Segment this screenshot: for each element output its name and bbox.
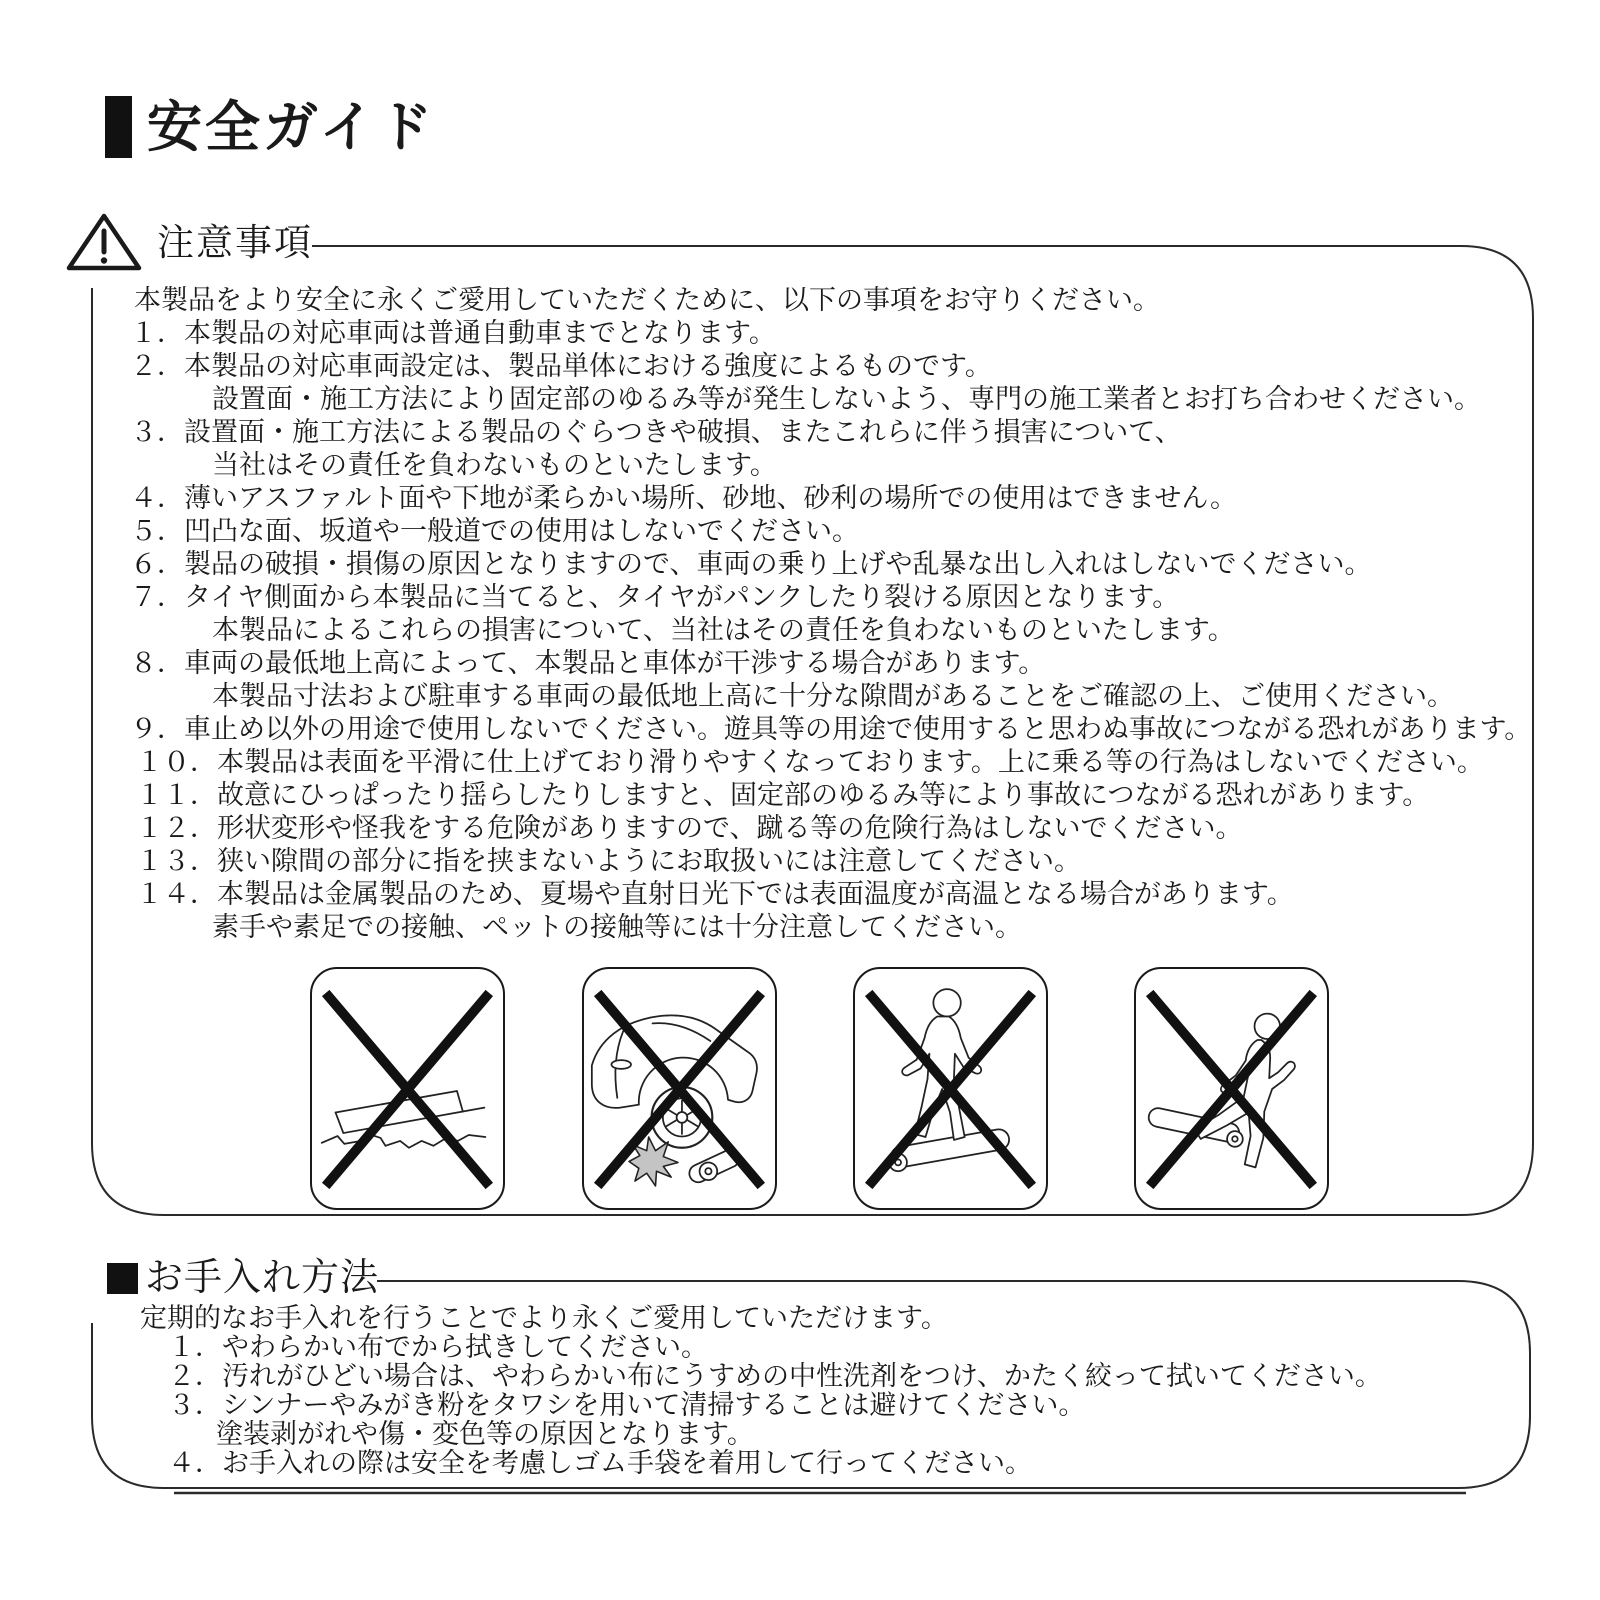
caution-item-8-cont: 本製品寸法および駐車する車両の最低地上高に十分な隙間があることをご確認の上、ご使用ください。 (212, 681, 1454, 711)
caution-heading: 注意事項 (157, 221, 313, 263)
caution-item-14: １４．本製品は金属製品のため、夏場や直射日光下では表面温度が高温となる場合があります。 (136, 879, 1294, 909)
no-standing-on-product-icon (853, 967, 1048, 1210)
no-use-on-uneven-ground-icon (310, 967, 505, 1210)
caution-item-12: １２．形状変形や怪我をする危険がありますので、蹴る等の危険行為はしないでください。 (136, 813, 1243, 843)
caution-item-3: ３．設置面・施工方法による製品のぐらつきや破損、またこれらに伴う損害について、 (130, 417, 1182, 447)
caution-item-9: ９．車止め以外の用途で使用しないでください。遊具等の用途で使用すると思わぬ事故につながる恐れがあります。 (130, 714, 1532, 744)
no-kicking-product-icon (1134, 967, 1329, 1210)
title-bar-icon (105, 96, 132, 158)
black-square-bullet-icon (107, 1263, 138, 1294)
care-section-header (107, 1259, 379, 1297)
no-tire-side-impact-icon (582, 967, 777, 1210)
caution-item-7: ７．タイヤ側面から本製品に当てると、タイヤがパンクしたり裂ける原因となります。 (130, 582, 1180, 612)
care-heading: お手入れ方法 (145, 1257, 380, 1299)
caution-item-1: １．本製品の対応車両は普通自動車までとなります。 (130, 318, 776, 348)
care-item-4: ４．お手入れの際は安全を考慮しゴム手袋を着用して行ってください。 (168, 1448, 1032, 1478)
caution-body (0, 284, 1545, 944)
care-body (0, 1304, 1530, 1478)
caution-item-11: １１．故意にひっぱったり揺らしたりしますと、固定部のゆるみ等により事故につながる恐れがあります。 (136, 780, 1430, 810)
page-title-text: 安全ガイド (147, 95, 436, 158)
care-intro: 定期的なお手入れを行うことでより永くご愛用していただけます。 (140, 1303, 948, 1333)
caution-item-8: ８．車両の最低地上高によって、本製品と車体が干渉する場合があります。 (130, 648, 1046, 678)
warning-triangle-icon (64, 211, 144, 273)
caution-intro: 本製品をより安全に永くご愛用していただくために、以下の事項をお守りください。 (134, 285, 1160, 315)
care-item-1: １．やわらかい布でから拭きしてください。 (168, 1332, 708, 1362)
caution-section-header (64, 211, 313, 273)
caution-item-10: １０．本製品は表面を平滑に仕上げており滑りやすくなっております。上に乗る等の行為はしないでください。 (136, 747, 1484, 777)
caution-item-4: ４．薄いアスファルト面や下地が柔らかい場所、砂地、砂利の場所での使用はできません。 (130, 483, 1237, 513)
caution-item-14-cont: 素手や素足での接触、ペットの接触等には十分注意してください。 (212, 912, 1022, 942)
caution-item-2-cont: 設置面・施工方法により固定部のゆるみ等が発生しないよう、専門の施工業者とお打ち合わせください。 (212, 384, 1481, 414)
caution-item-5: ５．凹凸な面、坂道や一般道での使用はしないでください。 (130, 516, 859, 546)
caution-item-7-cont: 本製品によるこれらの損害について、当社はその責任を負わないものといたします。 (212, 615, 1235, 645)
page-title (105, 96, 435, 158)
care-item-3-cont: 塗装剥がれや傷・変色等の原因となります。 (216, 1419, 754, 1449)
care-item-3: ３．シンナーやみがき粉をタワシを用いて清掃することは避けてください。 (168, 1390, 1086, 1420)
caution-item-3-cont: 当社はその責任を負わないものといたします。 (212, 450, 777, 480)
caution-item-2: ２．本製品の対応車両設定は、製品単体における強度によるものです。 (130, 351, 992, 381)
caution-item-13: １３．狭い隙間の部分に指を挟まないようにお取扱いには注意してください。 (136, 846, 1081, 876)
caution-item-6: ６．製品の破損・損傷の原因となりますので、車両の乗り上げや乱暴な出し入れはしないでください。 (130, 549, 1372, 579)
care-item-2: ２．汚れがひどい場合は、やわらかい布にうすめの中性洗剤をつけ、かたく絞って拭いてください。 (168, 1361, 1382, 1391)
